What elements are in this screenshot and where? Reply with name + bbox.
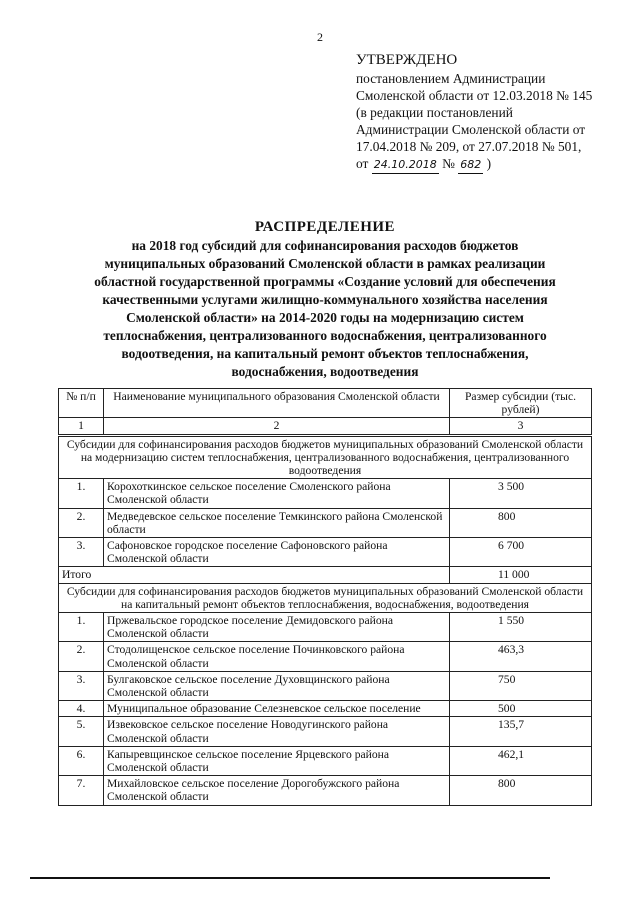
row-name: Пржевальское городское поселение Демидовского района Смоленской области — [104, 613, 450, 642]
table-row — [59, 642, 592, 671]
header-num: № п/п — [59, 389, 104, 418]
approval-last-line — [356, 155, 628, 174]
row-amount: 800 — [450, 508, 592, 537]
header-name: Наименование муниципального образования Смоленской области — [104, 389, 450, 418]
title-line: областной государственной программы «Создание условий для обеспечения — [94, 274, 556, 289]
row-num: 1. — [59, 479, 104, 508]
row-name: Сафоновское городское поселение Сафоновского района Смоленской области — [104, 538, 450, 567]
table-header-row — [59, 389, 592, 418]
table-row — [59, 717, 592, 746]
row-num: 1. — [59, 613, 104, 642]
section-header-row — [59, 583, 592, 612]
row-name: Корохоткинское сельское поселение Смоленского района Смоленской области — [104, 479, 450, 508]
row-name: Булгаковское сельское поселение Духовщинского района Смоленской области — [104, 671, 450, 700]
title-line: Смоленской области» на 2014-2020 годы на модернизацию систем — [126, 310, 524, 325]
subsidy-table — [58, 388, 592, 806]
row-amount: 463,3 — [450, 642, 592, 671]
table-row — [59, 701, 592, 717]
table-row — [59, 538, 592, 567]
row-name: Муниципальное образование Селезневское сельское поселение — [104, 701, 450, 717]
row-num: 2. — [59, 642, 104, 671]
row-amount: 500 — [450, 701, 592, 717]
row-num: 6. — [59, 746, 104, 775]
handwritten-date: 24.10.2018 — [372, 156, 439, 174]
approval-line: Смоленской области от 12.03.2018 № 145 — [356, 88, 593, 103]
title-line: качественными услугами жилищно-коммунального хозяйства населения — [102, 292, 548, 307]
title-line: на 2018 год субсидий для софинансирования расходов бюджетов — [131, 238, 519, 253]
title-line: водоотведения, на капитальный ремонт объектов теплоснабжения, — [121, 346, 529, 361]
table-row — [59, 746, 592, 775]
title-line: муниципальных образований Смоленской области в рамках реализации — [104, 256, 546, 271]
col-number: 2 — [104, 418, 450, 435]
approval-line: постановлением Администрации — [356, 71, 546, 86]
table-row — [59, 776, 592, 805]
row-amount: 462,1 — [450, 746, 592, 775]
row-num: 2. — [59, 508, 104, 537]
row-amount: 3 500 — [450, 479, 592, 508]
bottom-rule — [30, 877, 550, 879]
title-heading: РАСПРЕДЕЛЕНИЕ — [254, 219, 396, 235]
total-label: Итого — [59, 567, 450, 583]
row-num: 3. — [59, 538, 104, 567]
row-name: Извековское сельское поселение Новодугинского района Смоленской области — [104, 717, 450, 746]
row-amount: 135,7 — [450, 717, 592, 746]
closing-paren: ) — [486, 156, 492, 171]
row-name: Михайловское сельское поселение Дорогобужского района Смоленской области — [104, 776, 450, 805]
approval-block — [356, 52, 628, 174]
table-row — [59, 613, 592, 642]
title-line: водоснабжения, водоотведения — [231, 364, 419, 379]
col-number: 1 — [59, 418, 104, 435]
page-number: 2 — [317, 30, 323, 44]
handwritten-number: 682 — [458, 156, 483, 174]
section2-title: Субсидии для софинансирования расходов бюджетов муниципальных образований Смоленской области на капитальный ремонт объектов теплоснабжения, водоснабжения, водоотведения — [59, 583, 592, 612]
row-num: 3. — [59, 671, 104, 700]
table-row — [59, 479, 592, 508]
row-name: Медведевское сельское поселение Темкинского района Смоленской области — [104, 508, 450, 537]
row-amount: 6 700 — [450, 538, 592, 567]
number-sign: № — [442, 156, 455, 171]
header-amount: Размер субсидии (тыс. рублей) — [450, 389, 592, 418]
section-header-row — [59, 435, 592, 479]
approval-from: от — [356, 156, 369, 171]
table-row — [59, 671, 592, 700]
row-num: 4. — [59, 701, 104, 717]
approval-line: Администрации Смоленской области от — [356, 122, 586, 137]
row-amount: 750 — [450, 671, 592, 700]
approval-line: (в редакции постановлений — [356, 105, 513, 120]
row-name: Стодолищенское сельское поселение Починковского района Смоленской области — [104, 642, 450, 671]
row-num: 5. — [59, 717, 104, 746]
row-amount: 800 — [450, 776, 592, 805]
col-number: 3 — [450, 418, 592, 435]
table-row — [59, 508, 592, 537]
document-title — [60, 219, 590, 380]
column-number-row — [59, 418, 592, 435]
total-row — [59, 567, 592, 583]
row-num: 7. — [59, 776, 104, 805]
row-name: Капыревщинское сельское поселение Ярцевского района Смоленской области — [104, 746, 450, 775]
title-line: теплоснабжения, централизованного водоснабжения, централизованного — [103, 328, 547, 343]
approval-line: 17.04.2018 № 209, от 27.07.2018 № 501, — [356, 139, 582, 154]
section1-title: Субсидии для софинансирования расходов бюджетов муниципальных образований Смоленской области на модернизацию систем теплоснабжения, централизованного водоснабжения, централизованного водоотведения — [59, 435, 592, 479]
approval-heading: УТВЕРЖДЕНО — [356, 52, 458, 68]
total-amount: 11 000 — [450, 567, 592, 583]
row-amount: 1 550 — [450, 613, 592, 642]
